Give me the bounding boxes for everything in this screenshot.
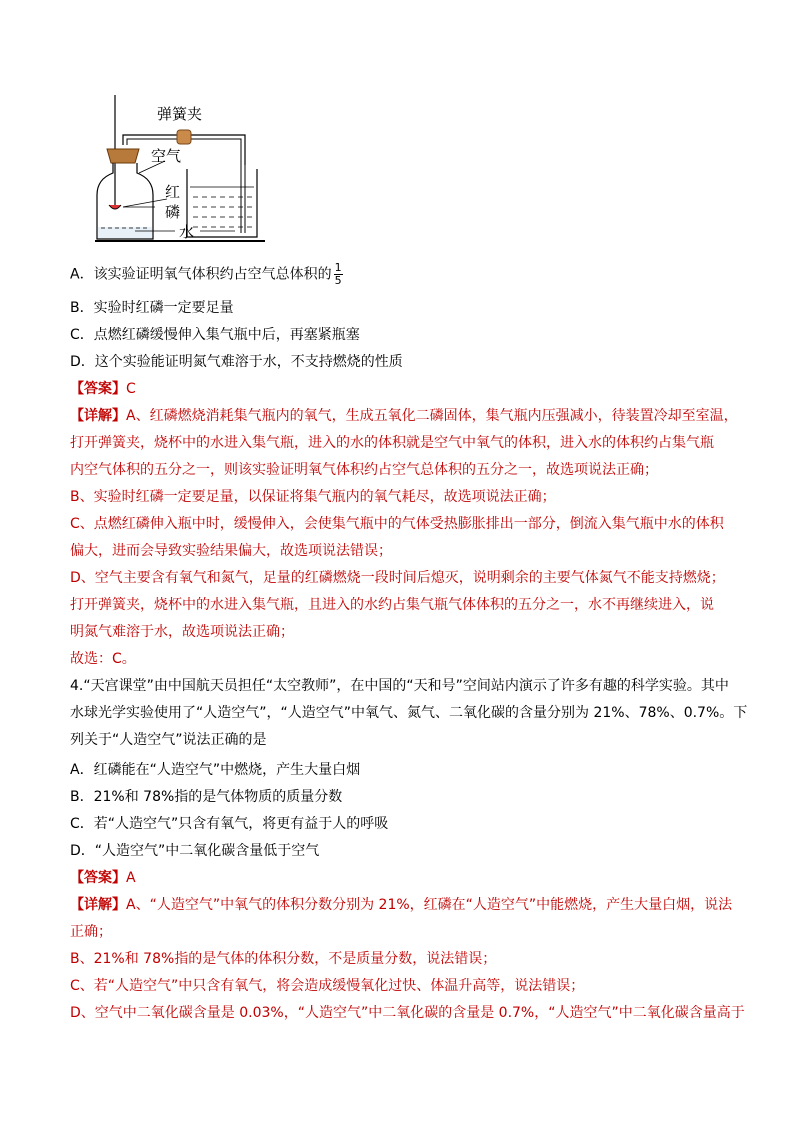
q4-stem-line-1: 水球光学实验使用了“人造空气”，“人造空气”中氧气、氮气、二氧化碳的含量分别为 21%、78%、0.7%。下: [70, 705, 748, 721]
fraction-one-fifth: [334, 262, 343, 287]
q3-detail-line-2: 内空气体积的五分之一，则该实验证明氧气体积约占空气总体积的五分之一，故选项说法正确；: [70, 462, 658, 478]
q3-detail-text: A、红磷燃烧消耗集气瓶内的氧气，生成五氧化二磷固体，集气瓶内压强减小，待装置冷却至室温，: [126, 408, 738, 424]
q4-detail-line-2: B、21%和 78%指的是气体的体积分数，不是质量分数，说法错误；: [70, 951, 497, 967]
q4-detail-text: A、“人造空气”中氧气的体积分数分别为 21%，红磷在“人造空气”中能燃烧，产生大量白烟，说法: [126, 897, 733, 913]
q4-detail-line-0: [70, 895, 732, 915]
q3-detail-line-3: B、实验时红磷一定要足量，以保证将集气瓶内的氧气耗尽，故选项说法正确；: [70, 489, 556, 505]
q3-option-c: C．点燃红磷缓慢伸入集气瓶中后，再塞紧瓶塞: [70, 327, 360, 343]
q3-option-d: D．这个实验能证明氮气难溶于水，不支持燃烧的性质: [70, 354, 403, 370]
q3-option-a: [70, 262, 343, 287]
q4-option-c: C．若“人造空气”只含有氧气，将更有益于人的呼吸: [70, 816, 389, 832]
q4-option-b: B．21%和 78%指的是气体物质的质量分数: [70, 789, 343, 805]
q3-answer: [70, 379, 136, 399]
label-red: 红: [165, 183, 181, 201]
q4-detail-line-1: 正确；: [70, 924, 112, 940]
q4-answer-label: 【答案】: [70, 870, 126, 886]
q3-detail-line-4: C、点燃红磷伸入瓶中时，缓慢伸入，会使集气瓶中的气体受热膨胀排出一部分，倒流入集气瓶中水的体积: [70, 516, 724, 532]
apparatus-diagram: [95, 95, 270, 247]
fraction-numerator: 1: [334, 261, 342, 274]
q3-detail-line-8: 明氮气难溶于水，故选项说法正确；: [70, 624, 294, 640]
q3-detail-line-0: [70, 406, 738, 426]
q3-answer-label: 【答案】: [70, 381, 126, 397]
q3-detail-line-1: 打开弹簧夹，烧杯中的水进入集气瓶，进入的水的体积就是空气中氧气的体积，进入水的体积约占集气瓶: [70, 435, 714, 451]
q4-detail-label: 【详解】: [70, 897, 126, 913]
q3-answer-value: C: [126, 381, 136, 397]
q3-detail-line-9: 故选：C。: [70, 651, 136, 667]
q4-option-d: D．“人造空气”中二氧化碳含量低于空气: [70, 843, 320, 859]
q3-detail-label: 【详解】: [70, 408, 126, 424]
q4-detail-line-3: C、若“人造空气”中只含有氧气，将会造成缓慢氧化过快、体温升高等，说法错误；: [70, 978, 585, 994]
q4-answer-value: A: [126, 870, 136, 886]
fraction-denominator: 5: [334, 274, 342, 287]
q4-option-a: A．红磷能在“人造空气”中燃烧，产生大量白烟: [70, 762, 361, 778]
label-clamp: 弹簧夹: [157, 105, 203, 123]
q4-answer: [70, 868, 136, 888]
q3-detail-line-5: 偏大，进而会导致实验结果偏大，故选项说法错误；: [70, 543, 392, 559]
q3-detail-line-6: D、空气主要含有氧气和氮气，足量的红磷燃烧一段时间后熄灭，说明剩余的主要气体氮气不能支持燃烧；: [70, 570, 725, 586]
q4-stem-line-0: 4.“天宫课堂”由中国航天员担任“太空教师”，在中国的“天和号”空间站内演示了许多有趣的科学实验。其中: [70, 678, 729, 694]
q3-detail-line-7: 打开弹簧夹，烧杯中的水进入集气瓶，且进入的水约占集气瓶气体体积的五分之一，水不再继续进入，说: [70, 597, 714, 613]
q3-option-b: B．实验时红磷一定要足量: [70, 300, 234, 316]
label-water: 水: [179, 223, 195, 241]
apparatus-figure: [95, 95, 270, 251]
q4-detail-line-4: D、空气中二氧化碳含量是 0.03%，“人造空气”中二氧化碳的含量是 0.7%，“人造空气”中二氧化碳含量高于: [70, 1005, 745, 1021]
label-air: 空气: [151, 147, 182, 165]
q3-option-a-text: A．该实验证明氧气体积约占空气总体积的: [70, 266, 332, 283]
label-phos: 磷: [165, 203, 181, 221]
q4-stem-line-2: 列关于“人造空气”说法正确的是: [70, 732, 267, 748]
